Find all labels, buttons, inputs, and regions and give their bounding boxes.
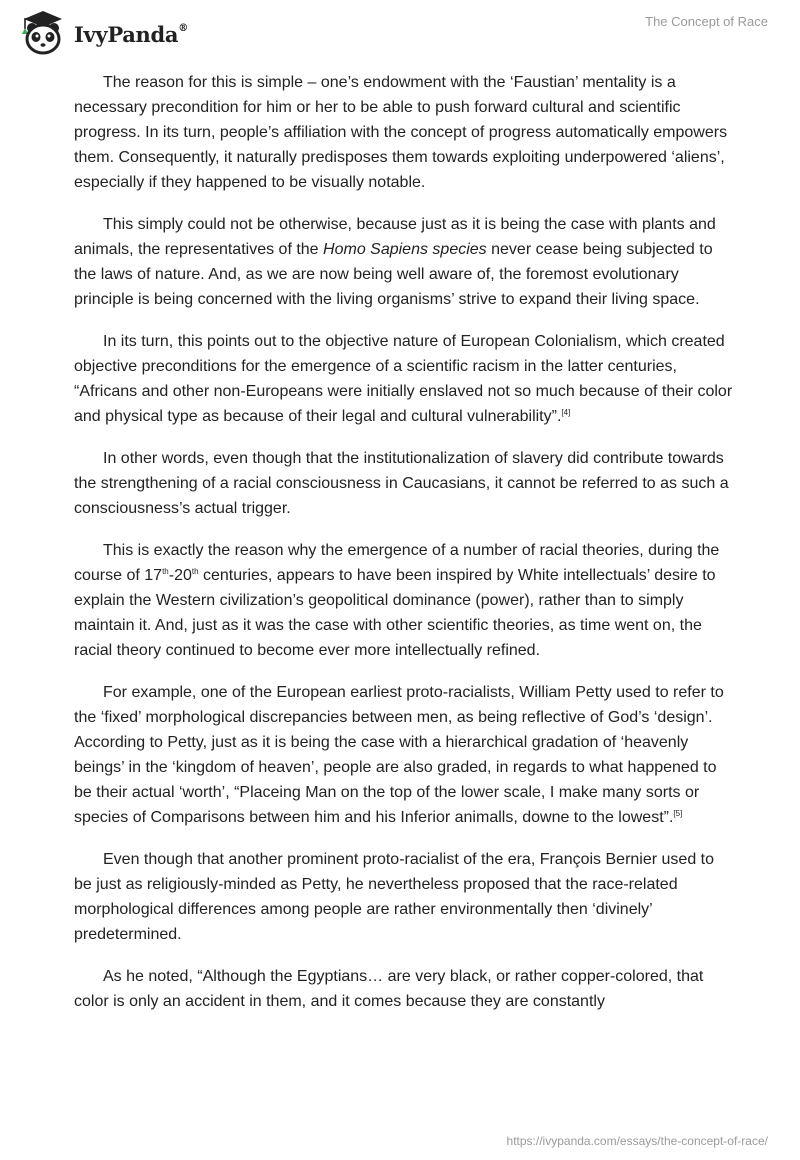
paragraph-1: The reason for this is simple – one’s endowment with the ‘Faustian’ mentality is a necessary precondition for him or her to be able to push forward cultural and scientific progress. In its turn, people’s affiliation with the concept of progress automatically empowers them. Consequently, it naturally predisposes them towards exploiting underpowered ‘aliens’, especially if they happened to be visually notable.	[74, 74, 728, 191]
paragraph-7: Even though that another prominent proto-racialist of the era, François Bernier used to be just as religiously-minded as Petty, he nevertheless proposed that the race-related morphological differences among people are rather environmentally then ‘divinely’ predetermined.	[74, 851, 715, 943]
document-title: The Concept of Race	[645, 14, 768, 29]
page-header	[0, 0, 800, 60]
footnote-ref-5[interactable]: [5]	[673, 809, 683, 818]
paragraph-3: In its turn, this points out to the objective nature of European Colonialism, which created objective preconditions for the emergence of a scientific racism in the latter centuries, “Africans and other non-Europeans were initially enslaved not so much because of their color and physical type as because of their legal and cultural vulnerability”.[4]	[74, 333, 733, 425]
paragraph-8: As he noted, “Although the Egyptians… are very black, or rather copper-colored, that color is only an accident in them, and it comes because they are constantly	[74, 968, 704, 1010]
paragraph-6: For example, one of the European earliest proto-racialists, William Petty used to refer to the ‘fixed’ morphological discrepancies between men, as being reflective of God’s ‘design’. According to Petty, just as it is being the case with a hierarchical gradation of ‘heavenly beings’ in the ‘kingdom of heaven’, people are also graded, in regards to what happened to be their actual ‘worth’, “Placeing Man on the top of the lower scale, I make many sorts or species of Comparisons between him and his Inferior animalls, downe to the lowest”.[5]	[74, 684, 724, 826]
source-url[interactable]: https://ivypanda.com/essays/the-concept-of-race/	[506, 1134, 768, 1148]
paragraph-4: In other words, even though that the institutionalization of slavery did contribute towards the strengthening of a racial consciousness in Caucasians, it cannot be referred to as such a consciousness’s actual trigger.	[74, 450, 729, 517]
footnote-ref-4[interactable]: [4]	[561, 408, 571, 417]
panda-graduate-icon	[16, 8, 70, 56]
ivypanda-logo[interactable]	[16, 8, 188, 56]
species-emphasis: Homo Sapiens species	[323, 241, 487, 258]
brand-name: IvyPanda®	[74, 21, 188, 47]
essay-body	[74, 70, 734, 1031]
paragraph-5: This is exactly the reason why the emergence of a number of racial theories, during the course of 17th-20th centuries, appears to have been inspired by White intellectuals’ desire to explain the Western civilization’s geopolitical dominance (power), rather than to simply maintain it. And, just as it was the case with other scientific theories, as time went on, the racial theory continued to become ever more intellectually refined.	[74, 542, 720, 659]
paragraph-2: This simply could not be otherwise, because just as it is being the case with plants and animals, the representatives of the Homo Sapiens species never cease being subjected to the laws of nature. And, as we are now being well aware of, the foremost evolutionary principle is being concerned with the living organisms’ strive to expand their living space.	[74, 216, 716, 308]
